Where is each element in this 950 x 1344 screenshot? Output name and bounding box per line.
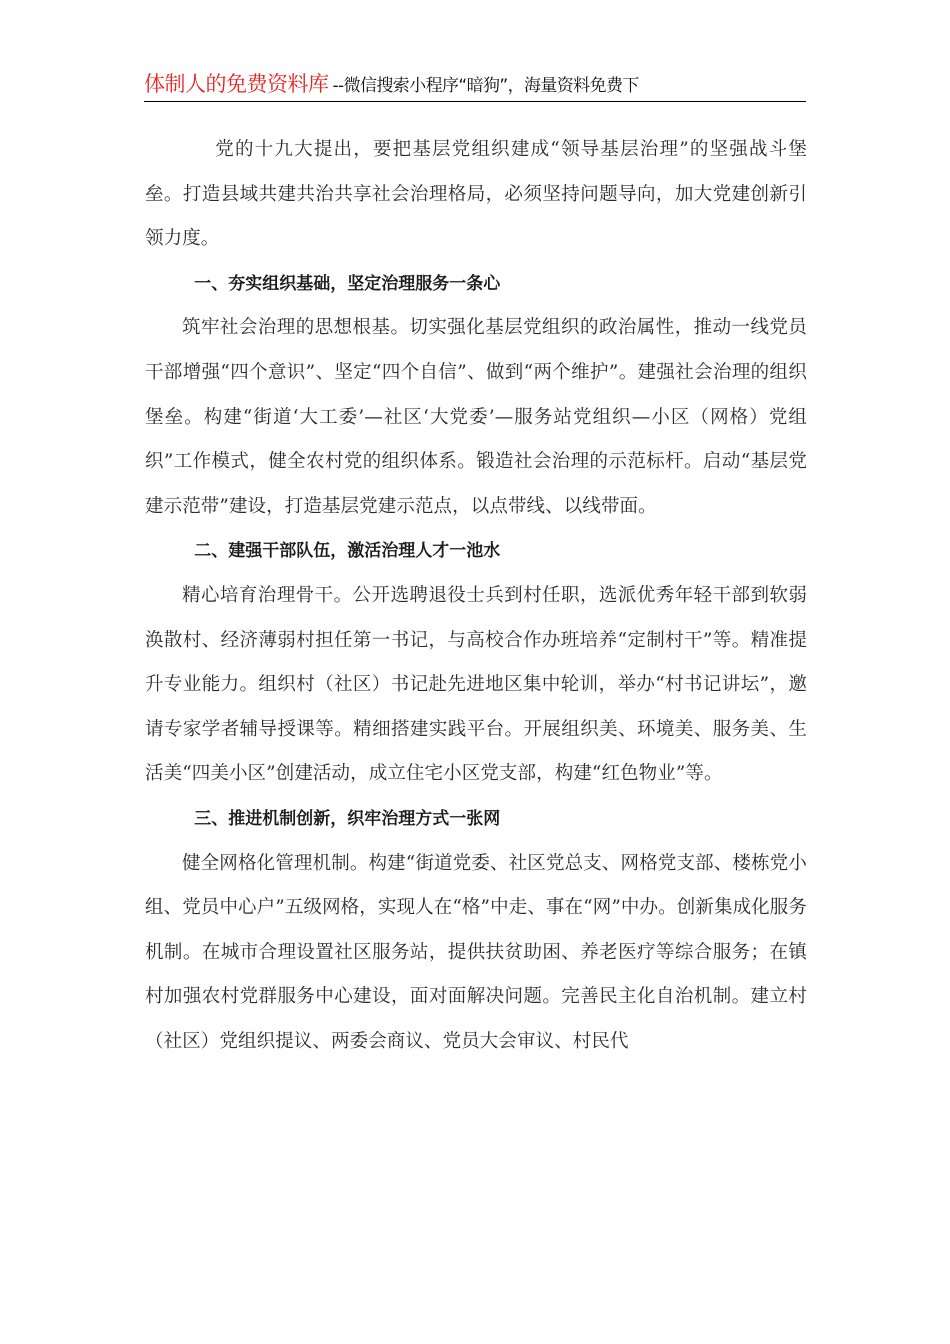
section-heading-2: 二、建强干部队伍，激活治理人才一池水: [194, 541, 501, 562]
section-heading-3: 三、推进机制创新，织牢治理方式一张网: [194, 808, 501, 829]
header-brand: 体制人的免费资料库: [144, 72, 329, 96]
section-body-3: 健全网格化管理机制。构建“街道党委、社区党总支、网格党支部、楼栋党小组、党员中心户”五级网格，实现人在“格”中走、事在“网”中办。创新集成化服务机制。在城市合理设置社区服务站，提供扶贫助困、养老医疗等综合服务；在镇村加强农村党群服务中心建设，面对面解决问题。完善民主化自治机制。建立村（社区）党组织提议、两委会商议、党员大会审议、村民代: [145, 852, 807, 1052]
section-heading-1: 一、夯实组织基础，坚定治理服务一条心: [194, 273, 501, 294]
document-body: [145, 128, 807, 1064]
header-tagline: --微信搜索小程序“暗狗”，海量资料免费下: [332, 76, 639, 96]
section-body-2: 精心培育治理骨干。公开选聘退役士兵到村任职，选派优秀年轻干部到软弱涣散村、经济薄弱村担任第一书记，与高校合作办班培养“定制村干”等。精准提升专业能力。组织村（社区）书记赴先进地区集中轮训，举办“村书记讲坛”，邀请专家学者辅导授课等。精细搭建实践平台。开展组织美、环境美、服务美、生活美“四美小区”创建活动，成立住宅小区党支部，构建“红色物业”等。: [145, 584, 807, 785]
page-header: [144, 68, 806, 102]
section-body-1: 筑牢社会治理的思想根基。切实强化基层党组织的政治属性，推动一线党员干部增强“四个意识”、坚定“四个自信”、做到“两个维护”。建强社会治理的组织堡垒。构建“街道‘大工委’—社区‘大党委’—服务站党组织—小区（网格）党组织”工作模式，健全农村党的组织体系。锻造社会治理的示范标杆。启动“基层党建示范带”建设，打造基层党建示范点，以点带线、以线带面。: [145, 317, 807, 517]
intro-paragraph: 党的十九大提出，要把基层党组织建成“领导基层治理”的坚强战斗堡垒。打造县域共建共治共享社会治理格局，必须坚持问题导向，加大党建创新引领力度。: [145, 139, 807, 250]
